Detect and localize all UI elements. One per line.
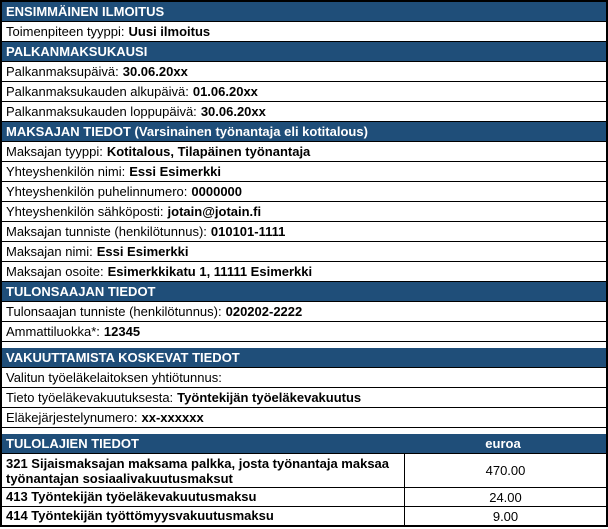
field-label: Yhteyshenkilön nimi: (6, 164, 126, 179)
field-row (2, 142, 606, 162)
income-types-title: TULOLAJIEN TIEDOT (6, 436, 139, 451)
income-type-row (2, 488, 606, 507)
field-value: Essi Esimerkki (129, 164, 222, 179)
section-header-payer: MAKSAJAN TIEDOT (Varsinainen työnantaja eli kotitalous) (2, 122, 606, 142)
field-row (2, 222, 606, 242)
field-row (2, 202, 606, 222)
income-type-label: 414 Työntekijän työttömyysvakuutusmaksu (2, 507, 405, 525)
field-label: Tulonsaajan tunniste (henkilötunnus): (6, 304, 222, 319)
income-type-amount: 470.00 (485, 463, 526, 478)
field-label: Maksajan tunniste (henkilötunnus): (6, 224, 207, 239)
field-row (2, 322, 606, 342)
field-value: 020202-2222 (225, 304, 303, 319)
income-type-label: 321 Sijaismaksajan maksama palkka, josta työnantaja maksaa työnantajan sosiaalivakuutusmaksut (2, 454, 405, 487)
field-label: Palkanmaksupäivä: (6, 64, 119, 79)
field-row (2, 82, 606, 102)
field-value: 12345 (103, 324, 141, 339)
field-row (2, 302, 606, 322)
field-label: Palkanmaksukauden alkupäivä: (6, 84, 189, 99)
income-type-label: 413 Työntekijän työeläkevakuutusmaksu (2, 488, 405, 506)
field-label: Yhteyshenkilön sähköposti: (6, 204, 164, 219)
field-label: Eläkejärjestelynumero: (6, 410, 138, 425)
field-label: Tieto työeläkevakuutuksesta: (6, 390, 174, 405)
field-value: 01.06.20xx (192, 84, 258, 99)
field-value: xx-xxxxxx (141, 410, 204, 425)
field-value: 30.06.20xx (122, 64, 188, 79)
field-value: jotain@jotain.fi (167, 204, 262, 219)
field-row (2, 242, 606, 262)
field-row (2, 368, 606, 388)
field-value: Työntekijän työeläkevakuutus (177, 390, 362, 405)
income-type-amount: 24.00 (489, 489, 522, 505)
section-header-first-report: ENSIMMÄINEN ILMOITUS (2, 2, 606, 22)
field-row (2, 162, 606, 182)
field-value: 30.06.20xx (200, 104, 266, 119)
field-value: Esimerkkikatu 1, 11111 Esimerkki (107, 264, 313, 279)
field-label: Maksajan tyyppi: (6, 144, 103, 159)
section-header-pay-period: PALKANMAKSUKAUSI (2, 42, 606, 62)
field-label: Ammattiluokka*: (6, 324, 100, 339)
field-label: Maksajan nimi: (6, 244, 93, 259)
field-label: Yhteyshenkilön puhelinnumero: (6, 184, 188, 199)
field-value: 0000000 (191, 184, 243, 199)
field-label: Palkanmaksukauden loppupäivä: (6, 104, 197, 119)
field-value: 010101-1111 (210, 224, 286, 239)
section-header-insurance: VAKUUTTAMISTA KOSKEVAT TIEDOT (2, 348, 606, 368)
field-row (2, 262, 606, 282)
section-header-income-types (2, 434, 606, 454)
field-label: Toimenpiteen tyyppi: (6, 24, 125, 39)
field-row (2, 62, 606, 82)
field-row (2, 22, 606, 42)
income-type-amount: 9.00 (492, 508, 519, 524)
field-label: Maksajan osoite: (6, 264, 104, 279)
income-type-row (2, 507, 606, 525)
section-header-income-earner: TULONSAAJAN TIEDOT (2, 282, 606, 302)
field-value: Essi Esimerkki (96, 244, 189, 259)
income-type-row (2, 454, 606, 488)
field-row (2, 408, 606, 428)
amount-column-header: euroa (485, 436, 521, 451)
field-row (2, 182, 606, 202)
field-value: Uusi ilmoitus (128, 24, 211, 39)
field-label: Valitun työeläkelaitoksen yhtiötunnus: (6, 370, 222, 385)
field-row (2, 388, 606, 408)
field-value: Kotitalous, Tilapäinen työnantaja (106, 144, 311, 159)
field-row (2, 102, 606, 122)
